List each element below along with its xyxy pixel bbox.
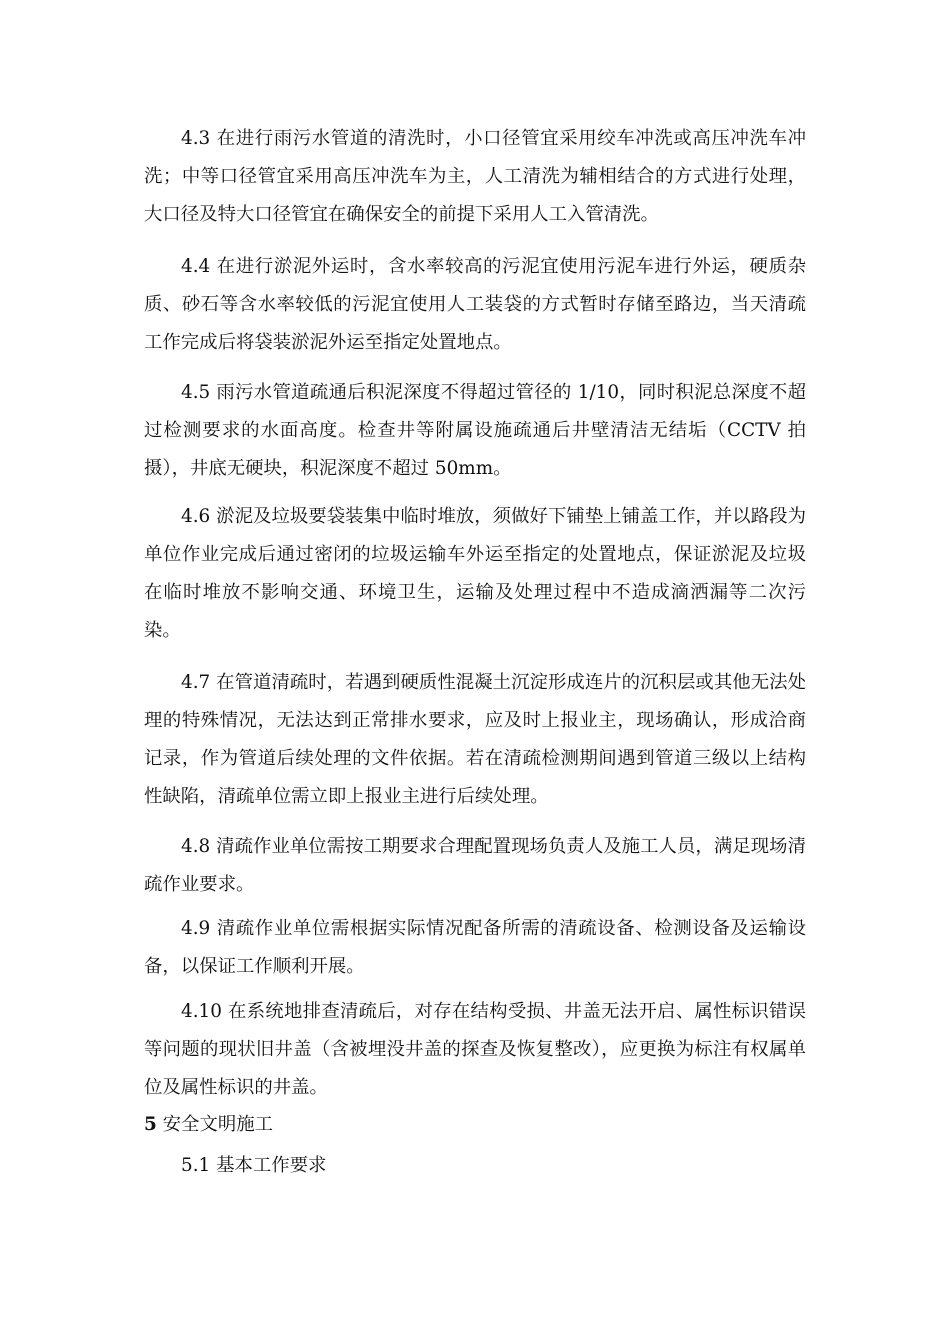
section-heading bbox=[144, 1106, 806, 1144]
paragraph-4-8: 4.8 清疏作业单位需按工期要求合理配置现场负责人及施工人员，满足现场清疏作业要求。 bbox=[144, 836, 806, 895]
section-number: 5 bbox=[144, 1114, 157, 1135]
paragraph-4-4: 4.4 在进行淤泥外运时，含水率较高的污泥宜使用污泥车进行外运，硬质杂质、砂石等含水率较低的污泥宜使用人工装袋的方式暂时存储至路边，当天清疏工作完成后将袋装淤泥外运至指定处置地点。 bbox=[144, 256, 806, 353]
paragraph-4-3: 4.3 在进行雨污水管道的清洗时，小口径管宜采用绞车冲洗或高压冲洗车冲洗；中等口径管宜采用高压冲洗车为主，人工清洗为辅相结合的方式进行处理，大口径及特大口径管宜在确保安全的前提下采用人工入管清洗。 bbox=[144, 128, 806, 225]
paragraph-4-9: 4.9 清疏作业单位需根据实际情况配备所需的清疏设备、检测设备及运输设备，以保证工作顺利开展。 bbox=[144, 918, 806, 977]
section-title: 安全文明施工 bbox=[162, 1114, 274, 1135]
paragraph-4-10: 4.10 在系统地排查清疏后，对存在结构受损、井盖无法开启、属性标识错误等问题的现状旧井盖（含被埋没井盖的探查及恢复整改），应更换为标注有权属单位及属性标识的井盖。 bbox=[144, 1001, 806, 1098]
paragraph-4-7: 4.7 在管道清疏时，若遇到硬质性混凝土沉淀形成连片的沉积层或其他无法处理的特殊情况，无法达到正常排水要求，应及时上报业主，现场确认，形成洽商记录，作为管道后续处理的文件依据。若在清疏检测期间遇到管道三级以上结构性缺陷，清疏单位需立即上报业主进行后续处理。 bbox=[144, 672, 806, 807]
document-page bbox=[144, 0, 806, 1344]
subsection-heading: 5.1 基本工作要求 bbox=[181, 1155, 327, 1176]
paragraph-4-6: 4.6 淤泥及垃圾要袋装集中临时堆放，须做好下铺垫上铺盖工作，并以路段为单位作业完成后通过密闭的垃圾运输车外运至指定的处置地点，保证淤泥及垃圾在临时堆放不影响交通、环境卫生，运输及处理过程中不造成滴洒漏等二次污染。 bbox=[144, 506, 806, 641]
paragraph-4-5: 4.5 雨污水管道疏通后积泥深度不得超过管径的 1/10，同时积泥总深度不超过检测要求的水面高度。检查井等附属设施疏通后井壁清洁无结垢（CCTV 拍摄），井底无硬块，积泥深度不超过 50mm。 bbox=[144, 382, 806, 479]
